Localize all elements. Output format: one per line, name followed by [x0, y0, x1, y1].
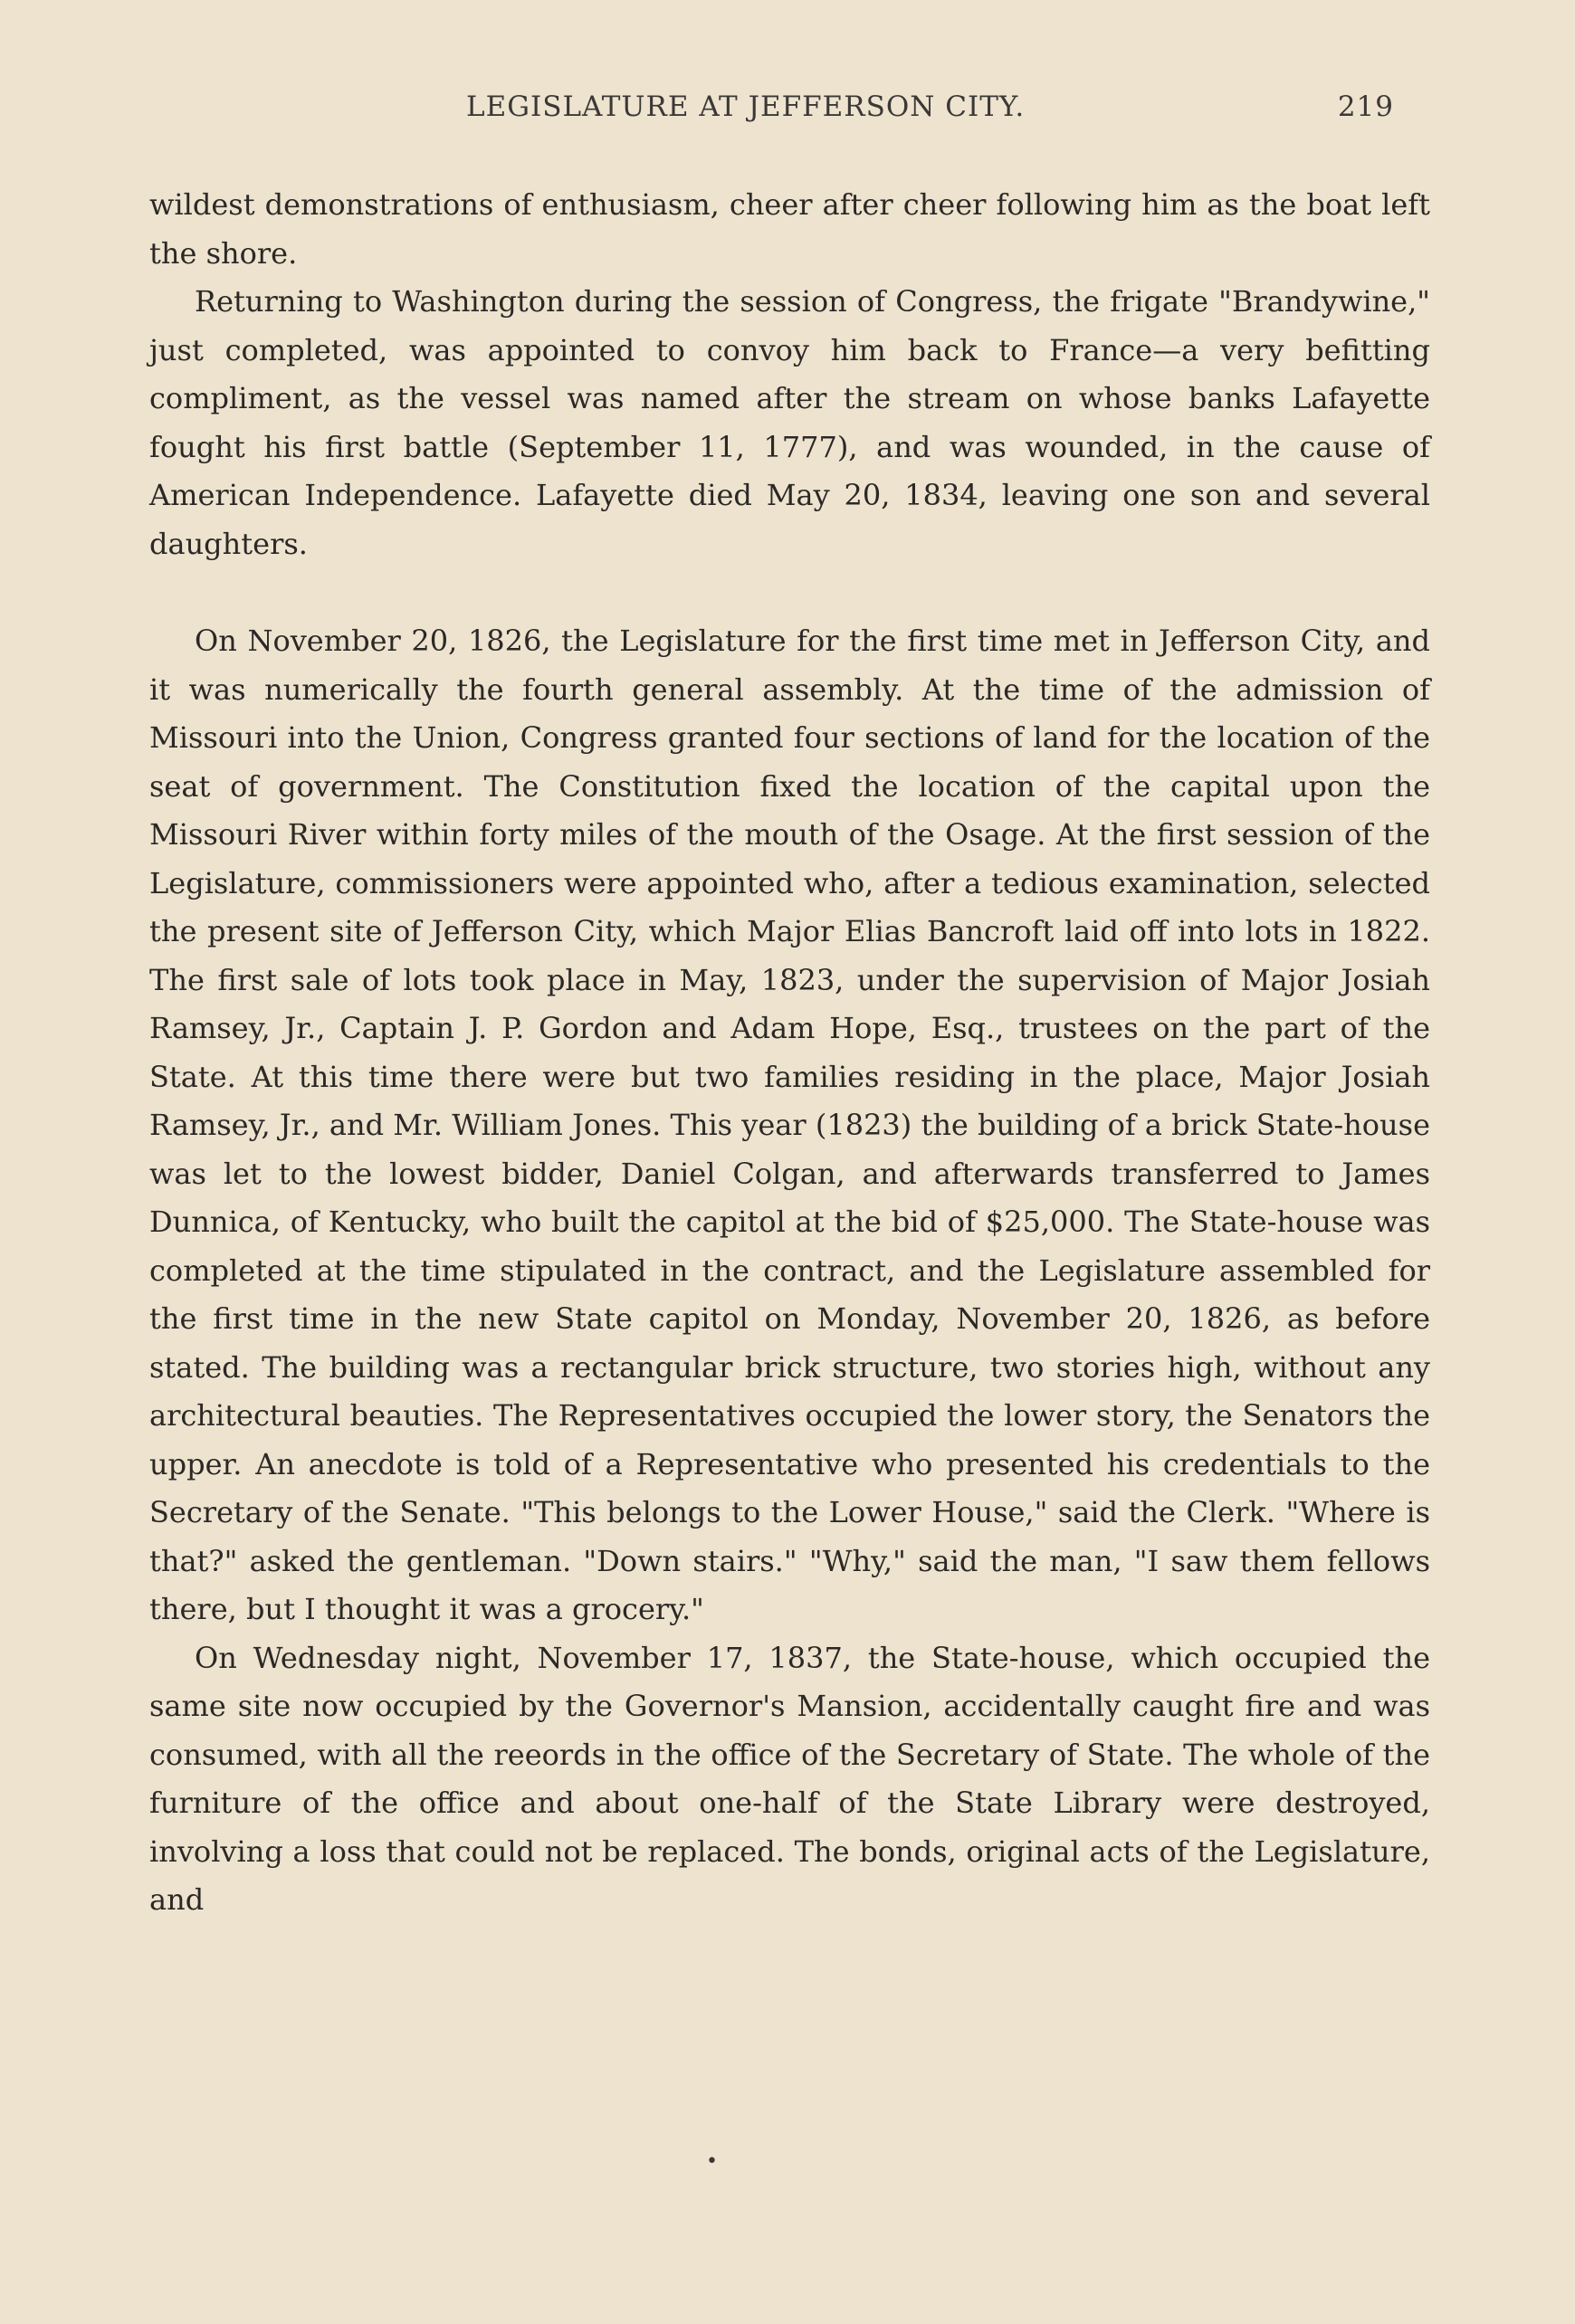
running-title: LEGISLATURE AT JEFFERSON CITY. — [466, 90, 1026, 123]
section-gap — [149, 568, 1430, 617]
body-text — [149, 181, 1430, 1925]
page-number: 219 — [1337, 90, 1394, 123]
paragraph-lafayette: Returning to Washington during the session of Congress, the frigate "Brandywine," just completed, was appointed to convoy him back to France—a very befitting compliment, as the vessel was named after the stream on whose banks Lafayette fought his first battle (September 11, 1777), and was wounded, in the cause of American Independence. Lafayette died May 20, 1834, leaving one son and several daughters. — [149, 284, 1430, 561]
paragraph-state-house-fire: On Wednesday night, November 17, 1837, the State-house, which occupied the same site now occupied by the Governor's Mansion, accidentally caught fire and was consumed, with all the reeords in the office of the Secretary of State. The whole of the furniture of the office and about one-half of the State Library were destroyed, involving a loss that could not be replaced. The bonds, original acts of the Legislature, and — [149, 1640, 1430, 1917]
paragraph-legislature: On November 20, 1826, the Legislature for the first time met in Jefferson City, and it was numerically the fourth general assembly. At the time of the admission of Missouri into the Union, Congress granted four sections of land for the location of the seat of government. The Constitution fixed the location of the capital upon the Missouri River within forty miles of the mouth of the Osage. At the first session of the Legislature, commissioners were appointed who, after a tedious examination, selected the present site of Jefferson City, which Major Elias Bancroft laid off into lots in 1822. The first sale of lots took place in May, 1823, under the supervision of Major Josiah Ramsey, Jr., Captain J. P. Gordon and Adam Hope, Esq., trustees on the part of the State. At this time there were but two families residing in the place, Major Josiah Ramsey, Jr., and Mr. William Jones. This year (1823) the building of a brick State-house was let to the lowest bidder, Daniel Colgan, and afterwards transferred to James Dunnica, of Kentucky, who built the capitol at the bid of $25,000. The State-house was completed at the time stipulated in the contract, and the Legislature assembled for the first time in the new State capitol on Monday, November 20, 1826, as before stated. The building was a rectangular brick structure, two stories high, without any architectural beauties. The Representatives occupied the lower story, the Senators the upper. An anecdote is told of a Representative who presented his credentials to the Secretary of the Senate. "This belongs to the Lower House," said the Clerk. "Where is that?" asked the gentleman. "Down stairs." "Why," said the man, "I saw them fellows there, but I thought it was a grocery." — [149, 624, 1430, 1626]
printer-mark: • — [706, 2150, 718, 2173]
running-head — [149, 90, 1430, 145]
paragraph-continuation: wildest demonstrations of enthusiasm, cheer after cheer following him as the boat left the shore. — [149, 187, 1430, 271]
